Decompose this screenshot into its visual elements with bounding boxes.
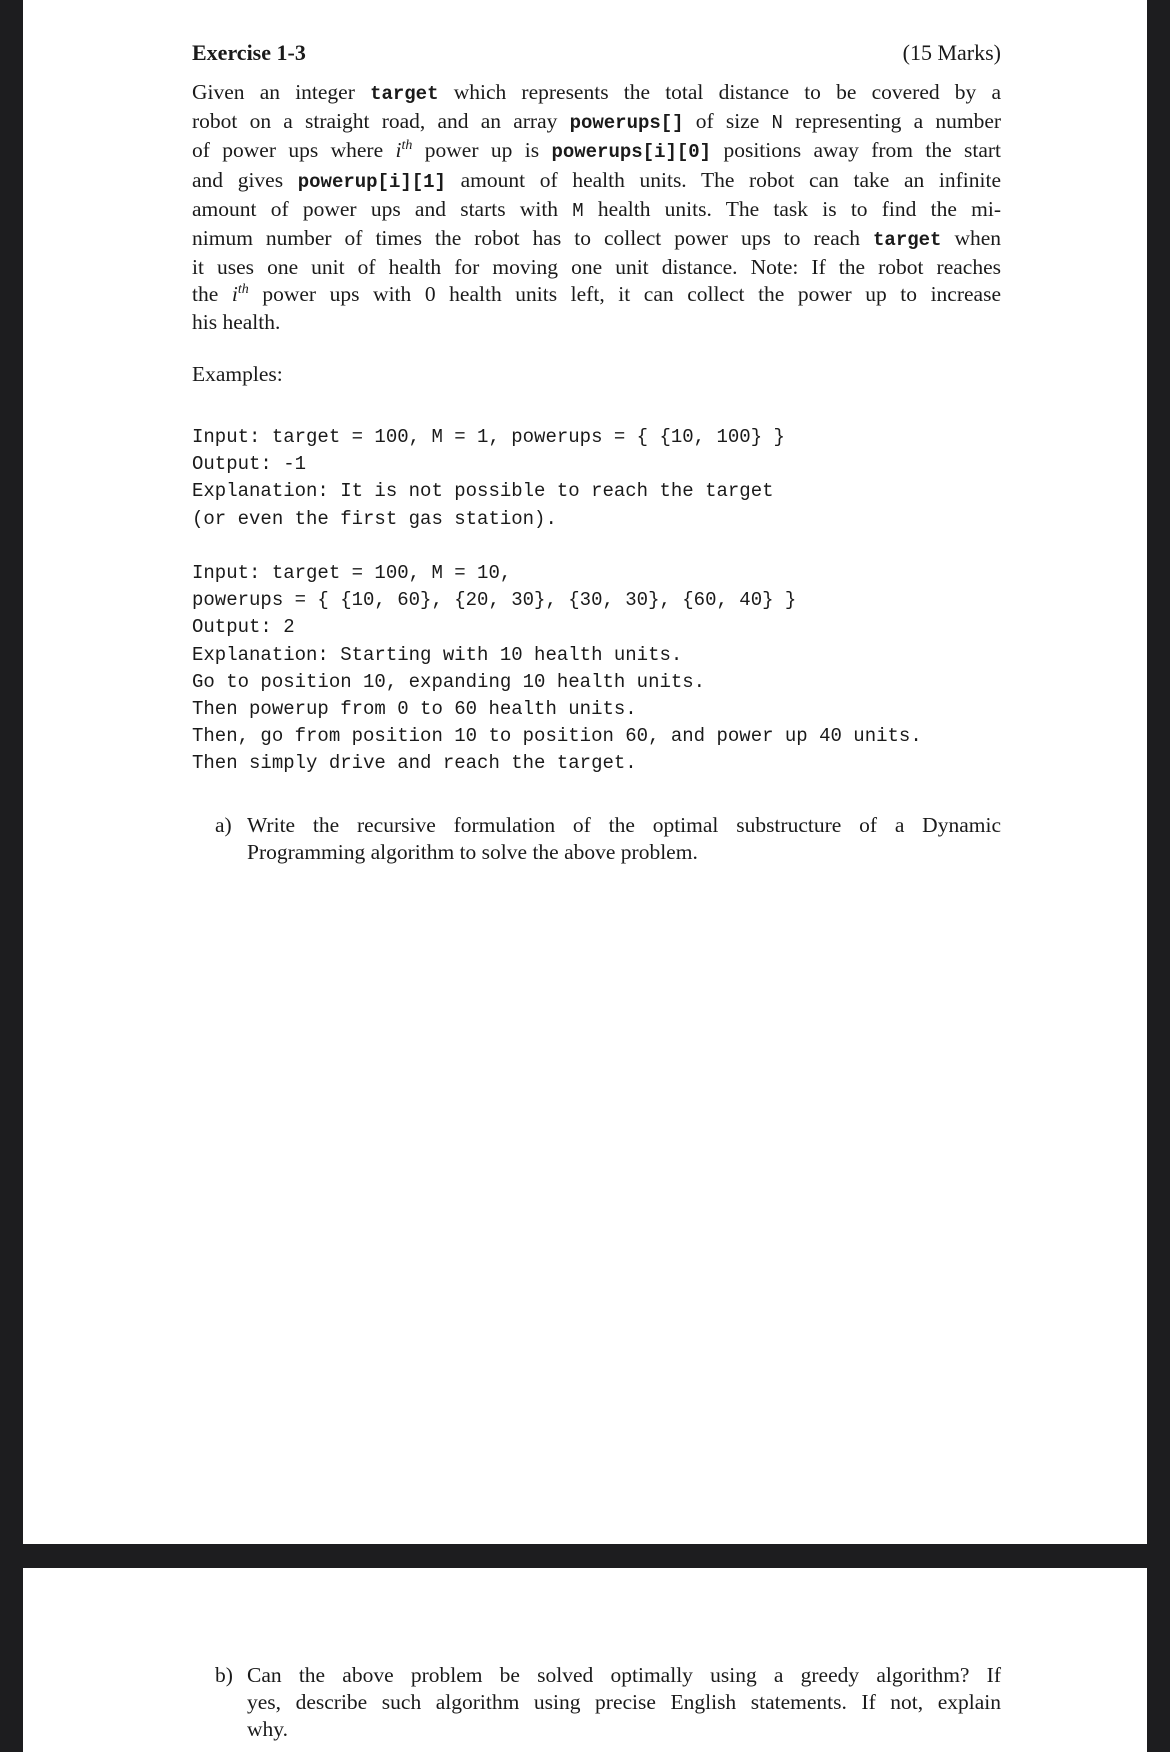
examples-heading: Examples: [192, 362, 283, 386]
problem-statement [192, 79, 1001, 336]
code-line: Output: -1 [192, 453, 307, 476]
question-b-text [247, 1662, 1001, 1744]
question-a-label: a) [215, 813, 232, 837]
exercise-marks: (15 Marks) [902, 40, 1001, 65]
problem-line: amount of power ups and starts with M health units. The task is to find the mi- [192, 196, 1001, 222]
question-line: Write the recursive formulation of the optimal substructure of a Dynamic [247, 813, 1001, 837]
question-line: Can the above problem be solved optimally using a greedy algorithm? If [247, 1663, 1001, 1687]
code-line: powerups = { {10, 60}, {20, 30}, {30, 30}, {60, 40} } [192, 589, 797, 612]
code-line: (or even the first gas station). [192, 507, 557, 530]
example-1-code [192, 424, 785, 533]
problem-line: Given an integer target which represents the total distance to be covered by a [192, 80, 1002, 105]
code-line: Explanation: Starting with 10 health units. [192, 643, 683, 666]
code-line: Input: target = 100, M = 1, powerups = { {10, 100} } [192, 426, 785, 448]
question-line: why. [247, 1717, 289, 1742]
problem-line: his health. [192, 309, 281, 334]
code-line: Explanation: It is not possible to reach the target [192, 480, 774, 503]
question-line: yes, describe such algorithm using precise English statements. If not, explain [247, 1690, 1001, 1715]
code-line: Then powerup from 0 to 60 health units. [192, 698, 637, 721]
code-line: Then simply drive and reach the target. [192, 752, 637, 775]
page-2 [23, 1568, 1147, 1752]
example-2-code [192, 560, 922, 778]
exercise-title: Exercise 1-3 [192, 40, 306, 65]
code-line: Input: target = 100, M = 10, [192, 562, 512, 584]
problem-line: of power ups where $i^{th}$ power up is powerups[i][0] positions away from the start [192, 138, 1002, 164]
code-line: Then, go from position 10 to position 60, and power up 40 units. [192, 725, 922, 748]
code-line: Go to position 10, expanding 10 health units. [192, 670, 706, 693]
problem-line: and gives powerup[i][1] amount of health units. The robot can take an infinite [192, 167, 1002, 193]
question-b-label: b) [215, 1663, 233, 1687]
question-a-text [247, 812, 1001, 866]
problem-line: robot on a straight road, and an array powerups[] of size N representing a number [192, 109, 1002, 135]
problem-line: the $i^{th}$ power ups with 0 health units left, it can collect the power up to increase [192, 282, 1001, 307]
page-1 [23, 0, 1147, 1544]
exercise-header [192, 40, 1001, 72]
problem-line: nimum number of times the robot has to collect power ups to reach target when [192, 226, 1002, 252]
problem-line: it uses one unit of health for moving one unit distance. Note: If the robot reaches [192, 255, 1001, 280]
question-b [215, 1662, 1001, 1744]
question-line: Programming algorithm to solve the above problem. [247, 840, 698, 865]
code-line: Output: 2 [192, 616, 295, 639]
question-a [215, 812, 1001, 866]
